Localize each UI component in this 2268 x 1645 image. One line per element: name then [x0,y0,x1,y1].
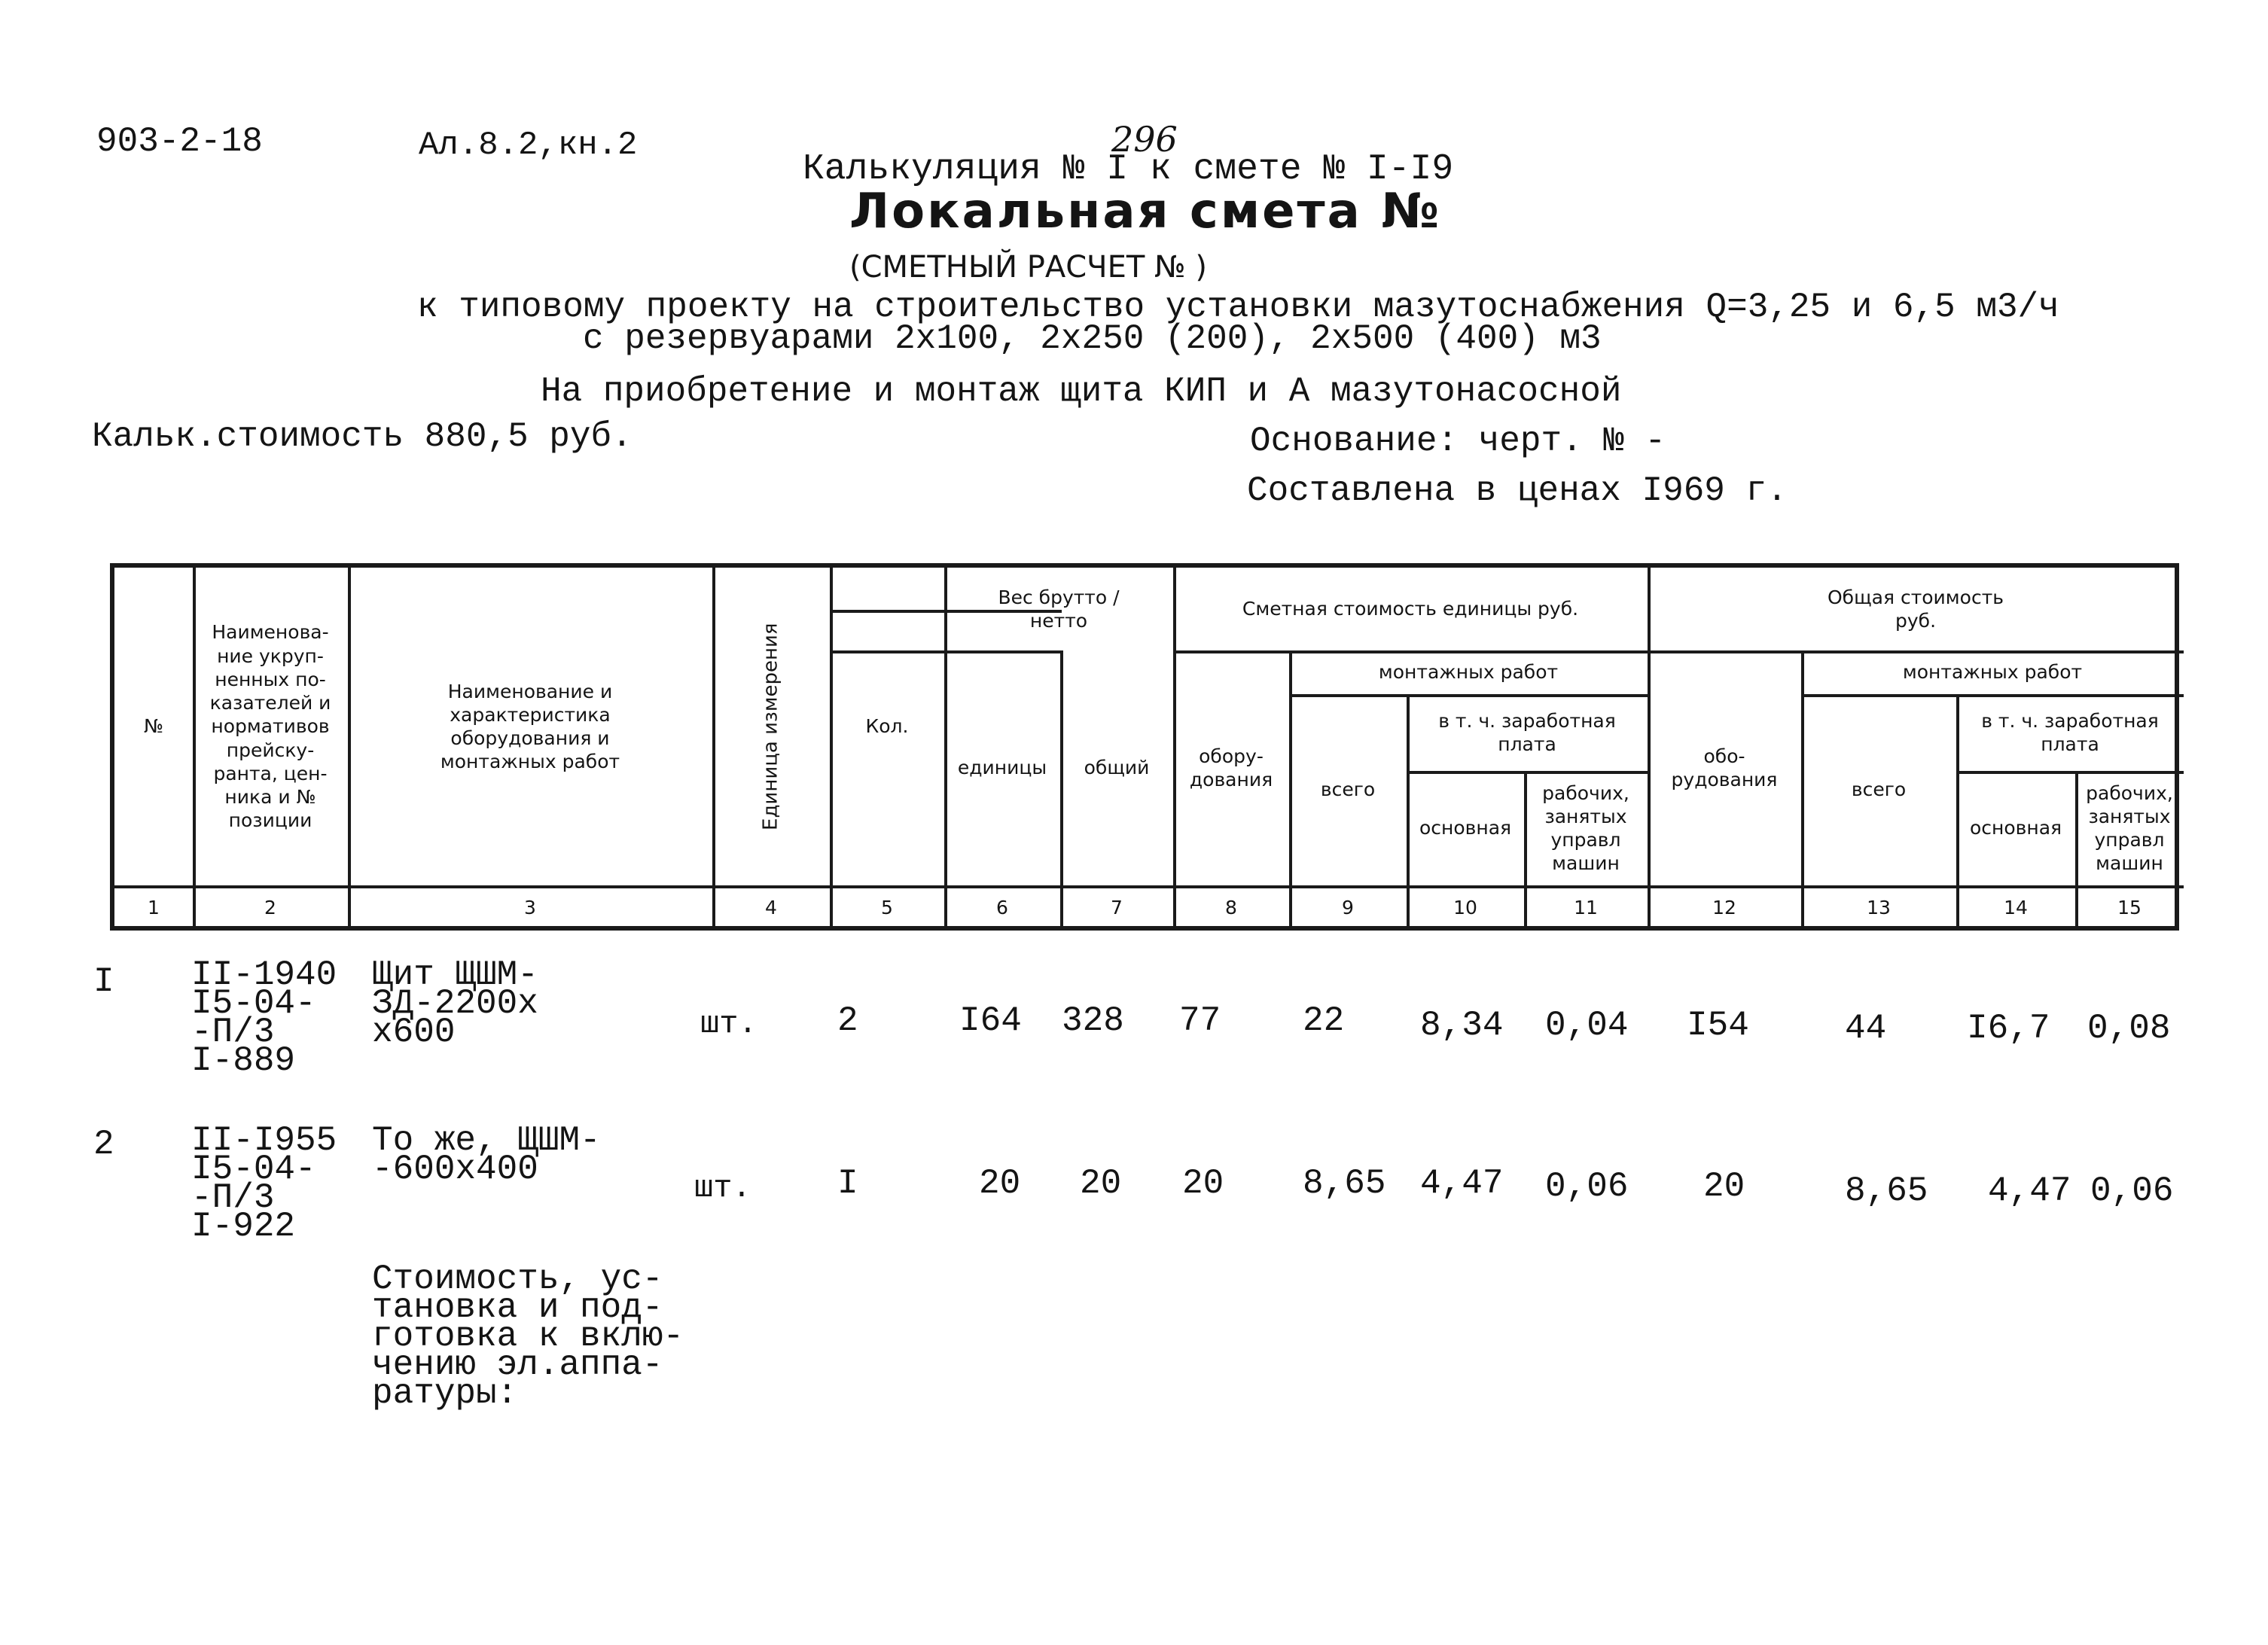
row-total-basic-wage: I6,7 [1967,1009,2050,1048]
header-unit-equipment: обору-дования [1189,745,1273,791]
header-weight-unit: единицы [957,757,1047,779]
price-level: Составлена в ценах I969 г. [1247,471,1788,510]
row-code-line: I-889 [191,1041,296,1080]
header-total-equipment: обо-рудования [1671,745,1778,791]
row-unit: шт. [694,1170,751,1206]
header-total-installation: монтажных работ [1902,661,2083,684]
row-total-equipment: 20 [1703,1167,1745,1206]
row-code-line: I-922 [191,1207,296,1246]
row-total-basic-wage: 4,47 [1988,1171,2071,1211]
column-number: 15 [2117,897,2141,919]
row-code-line: -П/3 [191,1013,275,1052]
row-total-equipment: I54 [1687,1006,1749,1045]
column-number: 11 [1574,897,1598,919]
row-unit-equipment: 77 [1179,1001,1221,1040]
row-quantity: 2 [837,1001,858,1040]
row-equipment-name [372,1121,703,1189]
row-unit-operator-wage: 0,06 [1545,1167,1629,1206]
row-weight-unit: 20 [979,1164,1021,1203]
column-number: 1 [148,897,160,919]
page-subtitle: (СМЕТНЫЙ РАСЧЕТ № ) [849,250,1207,285]
header-unit-cost-group: Сметная стоимость единицы руб. [1242,598,1579,620]
row-weight-unit: I64 [959,1001,1022,1040]
estimate-purpose: На приобретение и монтаж щита КИП и А мазутонасосной [541,372,1622,411]
row-name-line: Щит ЩШМ-ЗД-2200х [372,955,538,1023]
column-number: 7 [1111,897,1123,919]
section-note [372,1260,703,1413]
calculation-cost: Кальк.стоимость 880,5 руб. [92,417,633,456]
page-title: Локальная смета № [849,184,1442,239]
row-quantity: I [837,1164,858,1203]
row-total-install: 44 [1845,1009,1887,1048]
row-code-line: -П/3 [191,1178,275,1217]
row-codes [191,1121,357,1246]
header-unit-installation: монтажных работ [1378,661,1559,684]
row-total-operator-wage: 0,06 [2090,1171,2174,1211]
header-unit-operator-wage: рабочих, занятых управл машин [1542,781,1629,875]
calculation-number: 296 [1111,119,1178,160]
row-number: I [93,962,114,1001]
header-total-basic-wage: основная [1969,817,2062,839]
document-code: 903-2-18 [96,122,263,161]
calculation-line: Калькуляция № I к смете № I-I9 [803,149,1454,190]
header-weight-total: общий [1084,757,1150,779]
note-line: ратуры: [372,1374,518,1413]
row-code-line: I5-04- [191,984,316,1023]
header-unit-install-total: всего [1320,778,1376,801]
header-total-operator-wage: рабочих, занятых управл машин [2086,781,2173,875]
header-unit [712,568,830,885]
row-unit-basic-wage: 8,34 [1420,1006,1504,1045]
row-name-line: То же, ЩШМ- [372,1121,601,1160]
note-line: готовка к вклю- [372,1317,684,1356]
row-equipment-name [372,955,703,1052]
estimate-basis: Основание: черт. № - [1250,422,1666,461]
header-unit-basic-wage: основная [1419,817,1512,839]
header-indicators: Наименова-ние укруп-ненных по-казателей и нормативов прейску-ранта, цен-ника и № позиции [209,621,331,832]
row-unit-equipment: 20 [1182,1164,1224,1203]
row-unit-install-total: 22 [1303,1001,1345,1040]
row-code-line: II-1940 [191,955,337,995]
row-unit-install-total: 8,65 [1303,1164,1386,1203]
row-name-line: -600х400 [372,1150,538,1189]
header-unit-label: Единица измерения [759,623,782,830]
project-description-line-2: с резервуарами 2х100, 2х250 (200), 2х500 (400) м3 [583,319,1602,358]
column-number: 2 [264,897,276,919]
column-number: 5 [881,897,893,919]
column-number: 12 [1712,897,1736,919]
note-line: Стоимость, ус- [372,1260,663,1299]
row-weight-total: 328 [1062,1001,1124,1040]
row-name-line: х600 [372,1013,456,1052]
header-total-install-total: всего [1851,778,1907,801]
row-total-operator-wage: 0,08 [2087,1009,2171,1048]
header-unit-incl-wages: в т. ч. заработная плата [1438,709,1616,755]
project-description-line-1: к типовому проекту на строительство установки мазутоснабжения Q=3,25 и 6,5 м3/ч [417,288,2059,327]
column-number: 8 [1225,897,1237,919]
header-quantity: Кол. [865,715,909,738]
row-total-install: 8,65 [1845,1171,1928,1211]
column-number: 6 [996,897,1008,919]
header-equipment-name: Наименование и характеристика оборудования и монтажных работ [440,680,620,773]
row-unit-basic-wage: 4,47 [1420,1164,1504,1203]
column-number: 10 [1453,897,1477,919]
row-unit-operator-wage: 0,04 [1545,1006,1629,1045]
row-code-line: I5-04- [191,1150,316,1189]
column-number: 4 [765,897,777,919]
header-total-cost-group: Общая стоимость руб. [1828,586,2004,632]
header-total-incl-wages: в т. ч. заработная плата [1981,709,2159,755]
header-weight-group: Вес брутто / нетто [998,586,1120,632]
row-codes [191,955,357,1080]
header-no: № [143,715,163,738]
note-line: чению эл.аппа- [372,1345,663,1385]
column-number: 3 [524,897,536,919]
column-number: 14 [2004,897,2028,919]
row-code-line: II-I955 [191,1121,337,1160]
row-number: 2 [93,1125,114,1164]
album-reference: Ал.8.2,кн.2 [419,126,638,164]
column-number: 13 [1867,897,1891,919]
estimate-table-header [110,563,2179,931]
row-weight-total: 20 [1080,1164,1122,1203]
column-number: 9 [1342,897,1354,919]
row-unit: шт. [700,1006,758,1042]
note-line: тановка и под- [372,1288,663,1327]
